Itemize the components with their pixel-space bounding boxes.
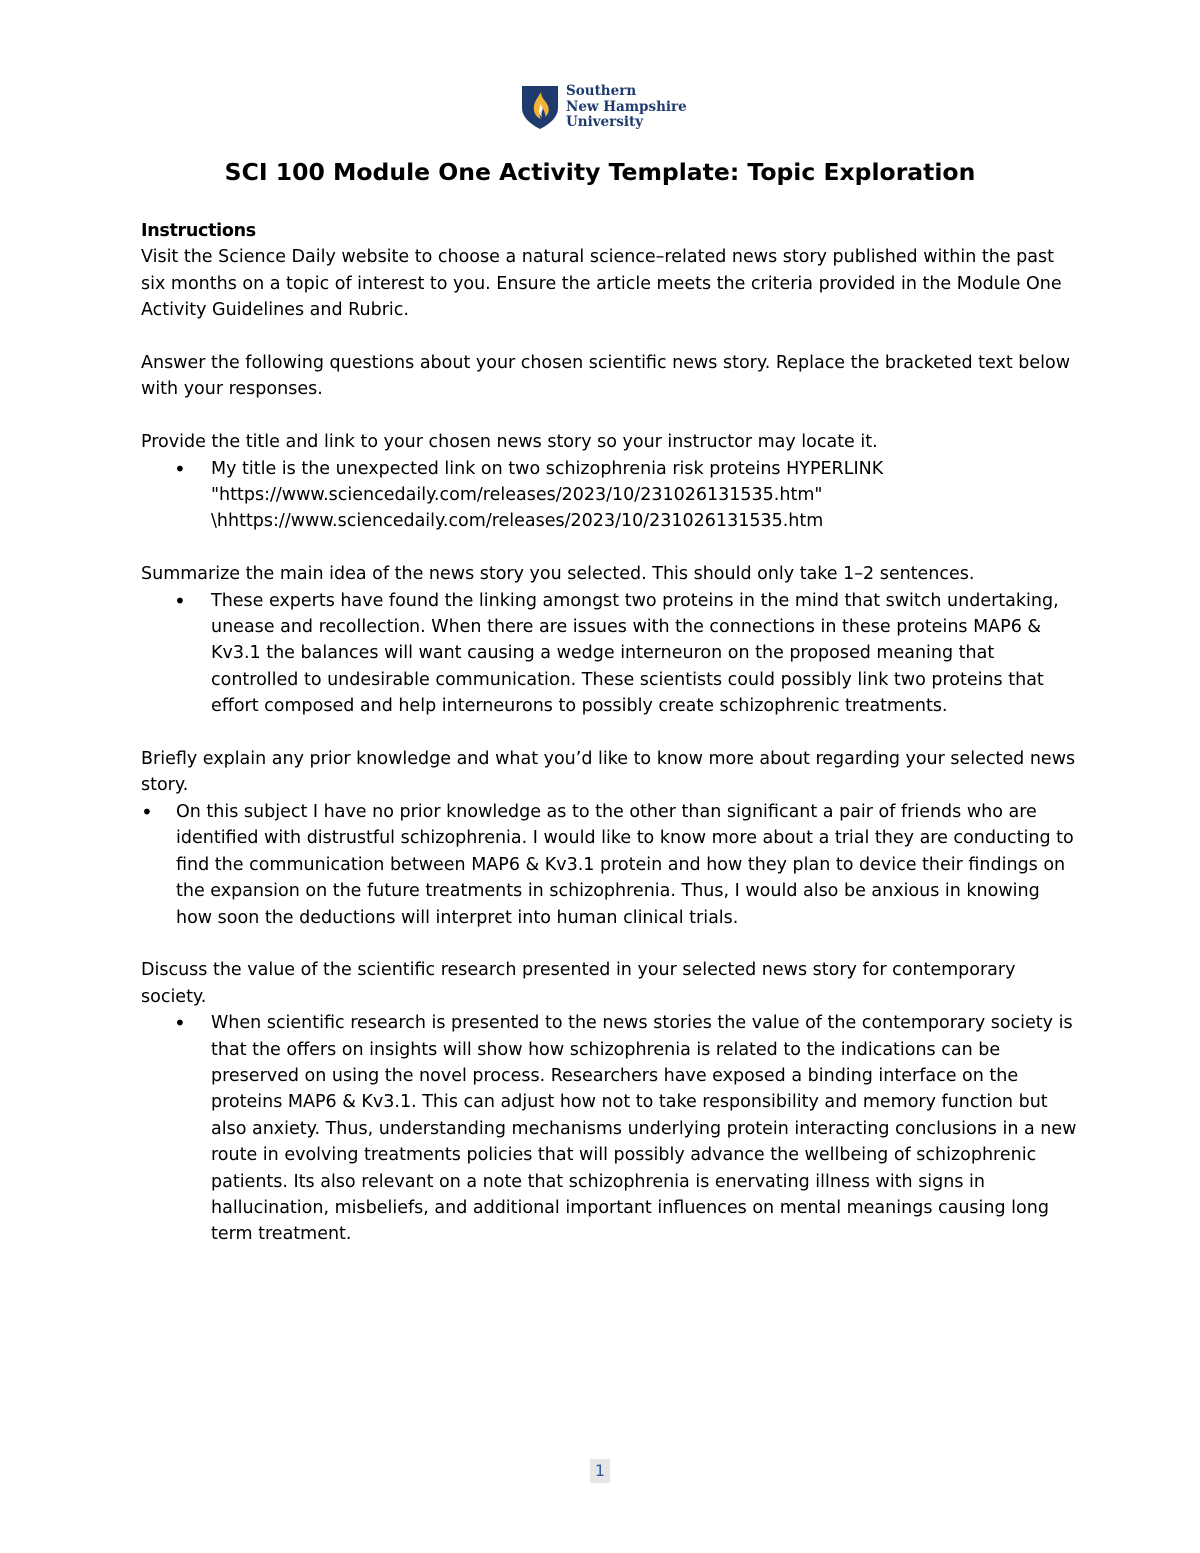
logo-line-3: University [566,114,644,130]
question-1-prompt: Provide the title and link to your chosen news story so your instructor may locate it. [141,432,878,453]
question-2-prompt: Summarize the main idea of the news story you selected. This should only take 1–2 sentences. [141,564,975,585]
instructions-paragraph-1: Visit the Science Daily website to choose a natural science–related news story published within the past six months on a topic of interest to you. Ensure the article meets the criteria provided in the Module One Activity Guidelines and Rubric. [141,247,1062,321]
question-1-answer: • My title is the unexpected link on two schizophrenia risk proteins HYPERLINK "https://www.sciencedaily.com/releases/2023/10/231026131535.htm" \hhttps://www.sciencedaily.com/releases/2023/10/231026131535.htm [141,456,1081,535]
snhu-logo [520,84,690,132]
question-2-answer: • These experts have found the linking amongst two proteins in the mind that switch undertaking, unease and recollection. When there are issues with the connections in these proteins MAP6 & Kv3.1 the balances will want causing a wedge interneuron on the proposed meaning that controlled to undesirable communication. These scientists could possibly link two proteins that effort composed and help interneurons to possibly create schizophrenic treatments. [141,588,1081,720]
question-4-answer-list [141,1010,1081,1248]
document-title: SCI 100 Module One Activity Template: Topic Exploration [224,158,976,186]
question-3-prompt: Briefly explain any prior knowledge and what you’d like to know more about regarding your selected news story. [141,749,1076,796]
question-3-answer: • On this subject I have no prior knowledge as to the other than significant a pair of friends who are identified with distrustful schizophrenia. I would like to know more about a trial they are conducting to find the communication between MAP6 & Kv3.1 protein and how they plan to device their findings on the expansion on the future treatments in schizophrenia. Thus, I would also be anxious in knowing how soon the deductions will interpret into human clinical trials. [141,799,1081,931]
question-3-answer-list [141,799,1081,931]
document-body [141,218,1081,1248]
question-1-answer-list [141,456,1081,535]
page-number: 1 [590,1459,610,1483]
logo-line-1: Southern [566,83,637,99]
question-4-answer: • When scientific research is presented to the news stories the value of the contemporary society is that the offers on insights will show how schizophrenia is related to the indications can be preserved on using the novel process. Researchers have exposed a binding interface on the proteins MAP6 & Kv3.1. This can adjust how not to take responsibility and memory function but also anxiety. Thus, understanding mechanisms underlying protein interacting conclusions in a new route in evolving treatments policies that will possibly advance the wellbeing of schizophrenic patients. Its also relevant on a note that schizophrenia is enervating illness with signs in hallucination, misbeliefs, and additional important influences on mental meanings causing long term treatment. [141,1010,1081,1248]
instructions-paragraph-2: Answer the following questions about your chosen scientific news story. Replace the bracketed text below with your responses. [141,353,1071,400]
instructions-heading: Instructions [141,221,256,241]
snhu-shield-icon [520,84,560,130]
question-2-answer-list [141,588,1081,720]
logo-line-2: New Hampshire [566,98,687,115]
question-4-prompt: Discuss the value of the scientific research presented in your selected news story for contemporary society. [141,960,1016,1007]
